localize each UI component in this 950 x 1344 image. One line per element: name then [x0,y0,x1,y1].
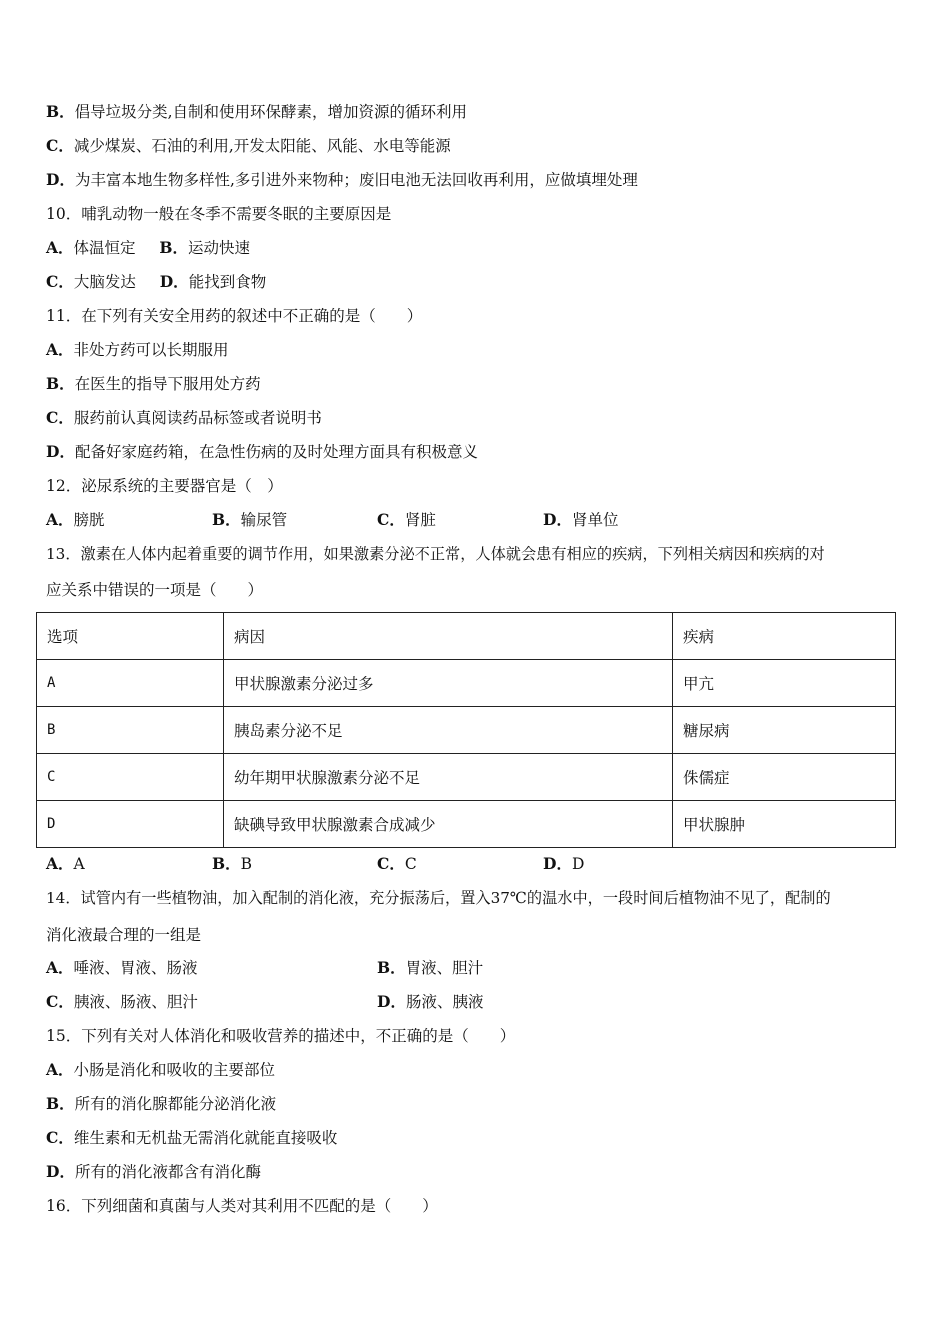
option-text: 小肠是消化和吸收的主要部位 [73,1061,276,1079]
option-letter: B． [212,510,241,529]
table-cell: 甲状腺激素分泌过多 [224,660,673,707]
option-letter: D． [377,992,406,1011]
option-text: 唾液、胃液、肠液 [73,959,198,977]
table-cell: 甲亢 [673,660,896,707]
table-header-cell: 选项 [37,613,224,660]
option-text: 配备好家庭药箱，在急性伤病的及时处理方面具有积极意义 [74,443,478,461]
option-text: 所有的消化液都含有消化酶 [74,1163,261,1181]
table-cell: 胰岛素分泌不足 [224,707,673,754]
table-header-row [37,613,896,660]
option-text: 大脑发达 [73,273,136,291]
option-text: D [571,855,585,873]
option-letter: A． [46,238,74,257]
q15-option-d [46,1162,261,1182]
option-letter: C． [377,854,405,873]
q13-option-b [212,854,252,874]
q13-table [36,612,896,848]
option-letter: A． [46,340,74,359]
table-header-cell: 疾病 [673,613,896,660]
q9-option-b [46,102,467,122]
option-text: 在医生的指导下服用处方药 [74,375,261,393]
q11-option-b [46,374,261,394]
option-letter: A． [46,1060,74,1079]
table-row [37,801,896,848]
option-text: B [240,855,252,873]
option-text: 输尿管 [240,511,288,529]
q14-option-d [377,992,483,1012]
table-row [37,754,896,801]
option-text: 运动快速 [188,239,251,257]
option-text: A [73,855,85,873]
q13-option-a [46,854,85,874]
option-letter: A． [46,510,74,529]
option-text: 为丰富本地生物多样性,多引进外来物种；废旧电池无法回收再利用，应做填埋处理 [74,171,638,189]
option-text: 非处方药可以长期服用 [73,341,229,359]
q13-stem-line2: 应关系中错误的一项是（ ） [46,581,264,599]
table-cell: 甲状腺肿 [673,801,896,848]
q11-option-d [46,442,478,462]
option-text: 膀胱 [73,511,105,529]
option-letter: C． [46,408,74,427]
q15-option-c [46,1128,337,1148]
option-letter: B． [46,1094,75,1113]
q10-options-row1 [46,238,250,258]
table-header-cell: 病因 [224,613,673,660]
option-text: 倡导垃圾分类,自制和使用环保酵素，增加资源的循环利用 [74,103,468,121]
q9-option-d [46,170,638,190]
q12-option-d [543,510,618,530]
q13-option-c [377,854,417,874]
table-row [37,660,896,707]
option-text: 肠液、胰液 [405,993,484,1011]
option-text: 维生素和无机盐无需消化就能直接吸收 [73,1129,338,1147]
q14-stem-line1: 14．试管内有一些植物油，加入配制的消化液，充分振荡后，置入37℃的温水中，一段时间后植物油不见了，配制的 [46,889,831,907]
q10-options-row2 [46,272,266,292]
q12-option-a [46,510,105,530]
table-cell: 幼年期甲状腺激素分泌不足 [224,754,673,801]
table-cell: B [37,707,224,754]
table-row [37,707,896,754]
option-letter: C． [46,136,74,155]
option-letter: A． [46,854,74,873]
q15-option-b [46,1094,276,1114]
q12-option-b [212,510,287,530]
table-cell: A [37,660,224,707]
option-letter: C． [46,992,74,1011]
table-cell: 糖尿病 [673,707,896,754]
option-letter: B． [46,102,75,121]
q12-stem: 12．泌尿系统的主要器官是（ ） [46,477,283,495]
q12-option-c [377,510,436,530]
option-letter: D． [46,1162,75,1181]
q11-option-a [46,340,229,360]
option-letter: B． [212,854,241,873]
q11-stem: 11．在下列有关安全用药的叙述中不正确的是（ ） [46,307,423,325]
option-letter: C． [46,272,74,291]
q10-stem: 10．哺乳动物一般在冬季不需要冬眠的主要原因是 [46,205,392,223]
option-letter: C． [46,1128,74,1147]
option-text: 减少煤炭、石油的利用,开发太阳能、风能、水电等能源 [73,137,451,155]
q14-option-a [46,958,198,978]
table-cell: C [37,754,224,801]
option-letter: B． [377,958,406,977]
option-letter: B． [46,374,75,393]
option-text: 能找到食物 [188,273,267,291]
table-cell: 缺碘导致甲状腺激素合成减少 [224,801,673,848]
option-letter: C． [377,510,405,529]
q16-stem: 16．下列细菌和真菌与人类对其利用不匹配的是（ ） [46,1197,438,1215]
option-text: 服药前认真阅读药品标签或者说明书 [73,409,322,427]
option-text: 胃液、胆汁 [405,959,484,977]
q14-stem-line2: 消化液最合理的一组是 [46,926,202,944]
option-text: 肾脏 [404,511,436,529]
option-text: C [404,855,417,873]
q15-stem: 15．下列有关对人体消化和吸收营养的描述中，不正确的是（ ） [46,1027,516,1045]
q11-option-c [46,408,322,428]
option-letter: A． [46,958,74,977]
q14-option-b [377,958,483,978]
option-letter: D． [543,854,572,873]
q14-option-c [46,992,198,1012]
option-text: 肾单位 [571,511,619,529]
q9-option-c [46,136,451,156]
option-letter: D． [46,442,75,461]
option-letter: D． [543,510,572,529]
option-letter: B． [159,238,189,257]
q13-stem-line1: 13．激素在人体内起着重要的调节作用，如果激素分泌不正常，人体就会患有相应的疾病，下列相关病因和疾病的对 [46,545,825,563]
table-cell: D [37,801,224,848]
option-letter: D． [46,170,75,189]
option-text: 所有的消化腺都能分泌消化液 [74,1095,277,1113]
option-text: 胰液、肠液、胆汁 [73,993,198,1011]
option-letter: D． [159,272,189,291]
q13-option-d [543,854,584,874]
table-cell: 侏儒症 [673,754,896,801]
q15-option-a [46,1060,275,1080]
option-text: 体温恒定 [73,239,136,257]
